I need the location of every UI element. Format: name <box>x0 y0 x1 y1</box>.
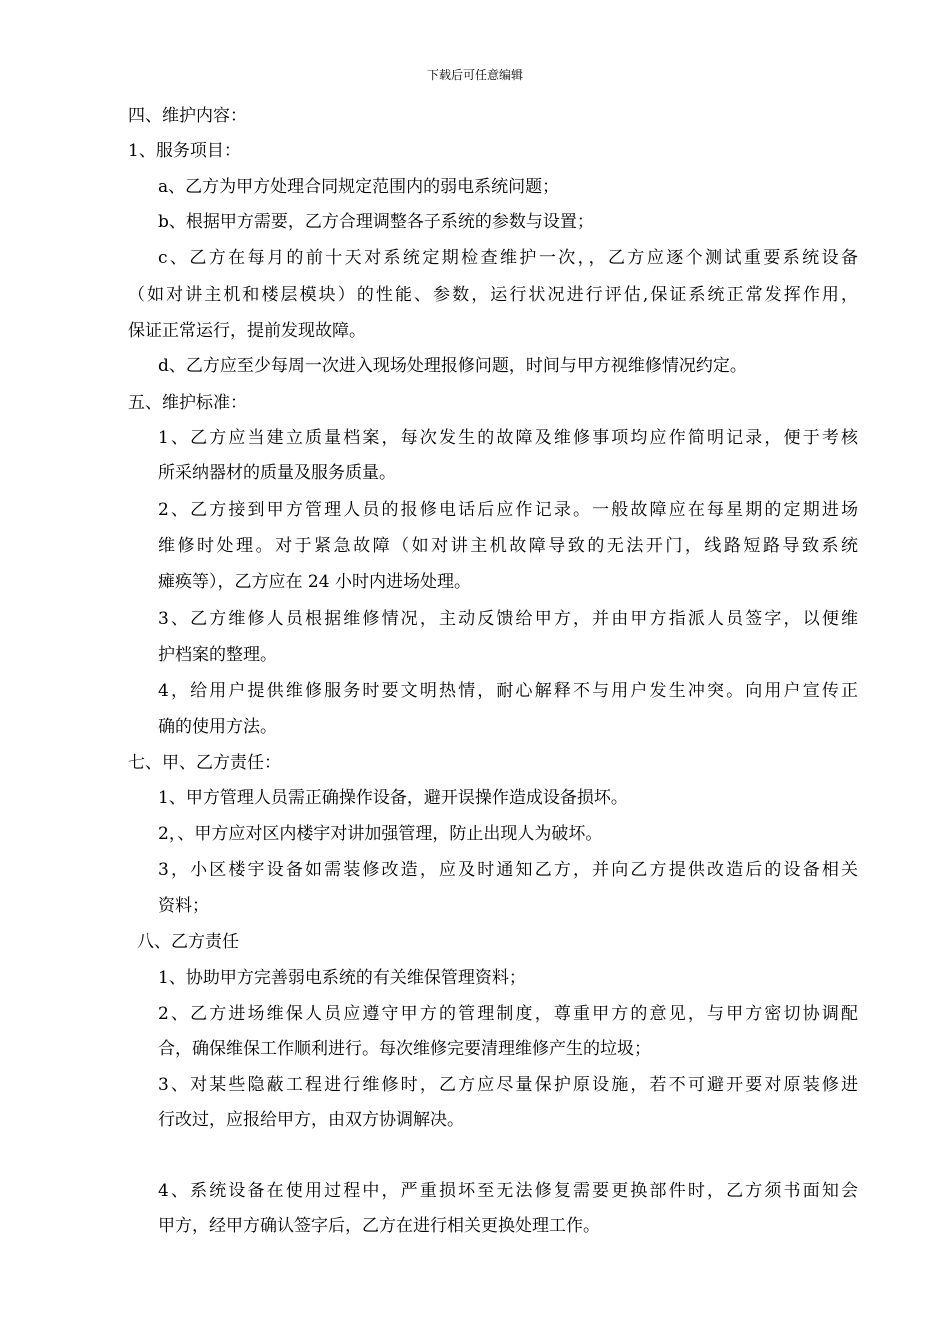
page-header: 下载后可任意编辑 <box>426 68 523 82</box>
paragraph-line: 1、甲方管理人员需正确操作设备，避开误操作造成设备损坏。 <box>158 788 628 808</box>
paragraph-line: b、根据甲方需要，乙方合理调整各子系统的参数与设置； <box>158 212 594 232</box>
paragraph-line: d、乙方应至少每周一次进入现场处理报修问题，时间与甲方视维修情况约定。 <box>158 356 747 376</box>
paragraph-line: 2、乙方接到甲方管理人员的报修电话后应作记录。一般故障应在每星期的定期进场 <box>158 500 858 520</box>
paragraph-line: 甲方，经甲方确认签字后，乙方在进行相关更换处理工作。 <box>158 1216 600 1236</box>
section-heading: 四、维护内容： <box>128 106 247 126</box>
paragraph-line: 2，、甲方应对区内楼宇对讲加强管理，防止出现人为破坏。 <box>158 824 603 844</box>
paragraph-line: 4、系统设备在使用过程中，严重损坏至无法修复需要更换部件时，乙方须书面知会 <box>158 1181 858 1201</box>
paragraph-line: a、乙方为甲方处理合同规定范围内的弱电系统问题； <box>158 177 560 197</box>
paragraph-line: 护档案的整理。 <box>158 645 277 665</box>
section-heading: 八、乙方责任 <box>137 932 239 952</box>
section-heading: 五、维护标准： <box>128 393 247 413</box>
paragraph-line: 1、协助甲方完善弱电系统的有关维保管理资料； <box>158 968 526 988</box>
paragraph-line: 合，确保维保工作顺利进行。每次维修完要清理维修产生的垃圾； <box>158 1039 651 1059</box>
paragraph-line: 资料； <box>158 896 209 916</box>
paragraph-line: 瘫痪等），乙方应在 24 小时内进场处理。 <box>158 572 471 592</box>
paragraph-line: 所采纳器材的质量及服务质量。 <box>158 463 396 483</box>
paragraph-line: 3、乙方维修人员根据维修情况，主动反馈给甲方，并由甲方指派人员签字，以便维 <box>158 609 858 629</box>
paragraph-line: 行改过，应报给甲方，由双方协调解决。 <box>158 1110 464 1130</box>
paragraph-line: 维修时处理。对于紧急故障（如对讲主机故障导致的无法开门，线路短路导致系统 <box>158 536 858 556</box>
paragraph-line: 确的使用方法。 <box>158 717 277 737</box>
paragraph-line: 2、乙方进场维保人员应遵守甲方的管理制度，尊重甲方的意见，与甲方密切协调配 <box>158 1004 858 1024</box>
paragraph-line: 3，小区楼宇设备如需装修改造，应及时通知乙方，并向乙方提供改造后的设备相关 <box>158 860 858 880</box>
paragraph-line: 3、对某些隐蔽工程进行维修时，乙方应尽量保护原设施，若不可避开要对原装修进 <box>158 1075 858 1095</box>
paragraph-line: （如对讲主机和楼层模块）的性能、参数，运行状况进行评估,保证系统正常发挥作用， <box>128 285 858 305</box>
paragraph-line: 1、乙方应当建立质量档案，每次发生的故障及维修事项均应作简明记录，便于考核 <box>158 428 858 448</box>
paragraph-line: 保证正常运行，提前发现故障。 <box>128 321 366 341</box>
section-heading: 七、甲、乙方责任： <box>128 753 281 773</box>
paragraph-line: c、乙方在每月的前十天对系统定期检查维护一次，，乙方应逐个测试重要系统设备 <box>158 248 858 268</box>
subsection-heading: 1、服务项目： <box>128 141 241 161</box>
paragraph-line: 4，给用户提供维修服务时要文明热情，耐心解释不与用户发生冲突。向用户宣传正 <box>158 681 858 701</box>
